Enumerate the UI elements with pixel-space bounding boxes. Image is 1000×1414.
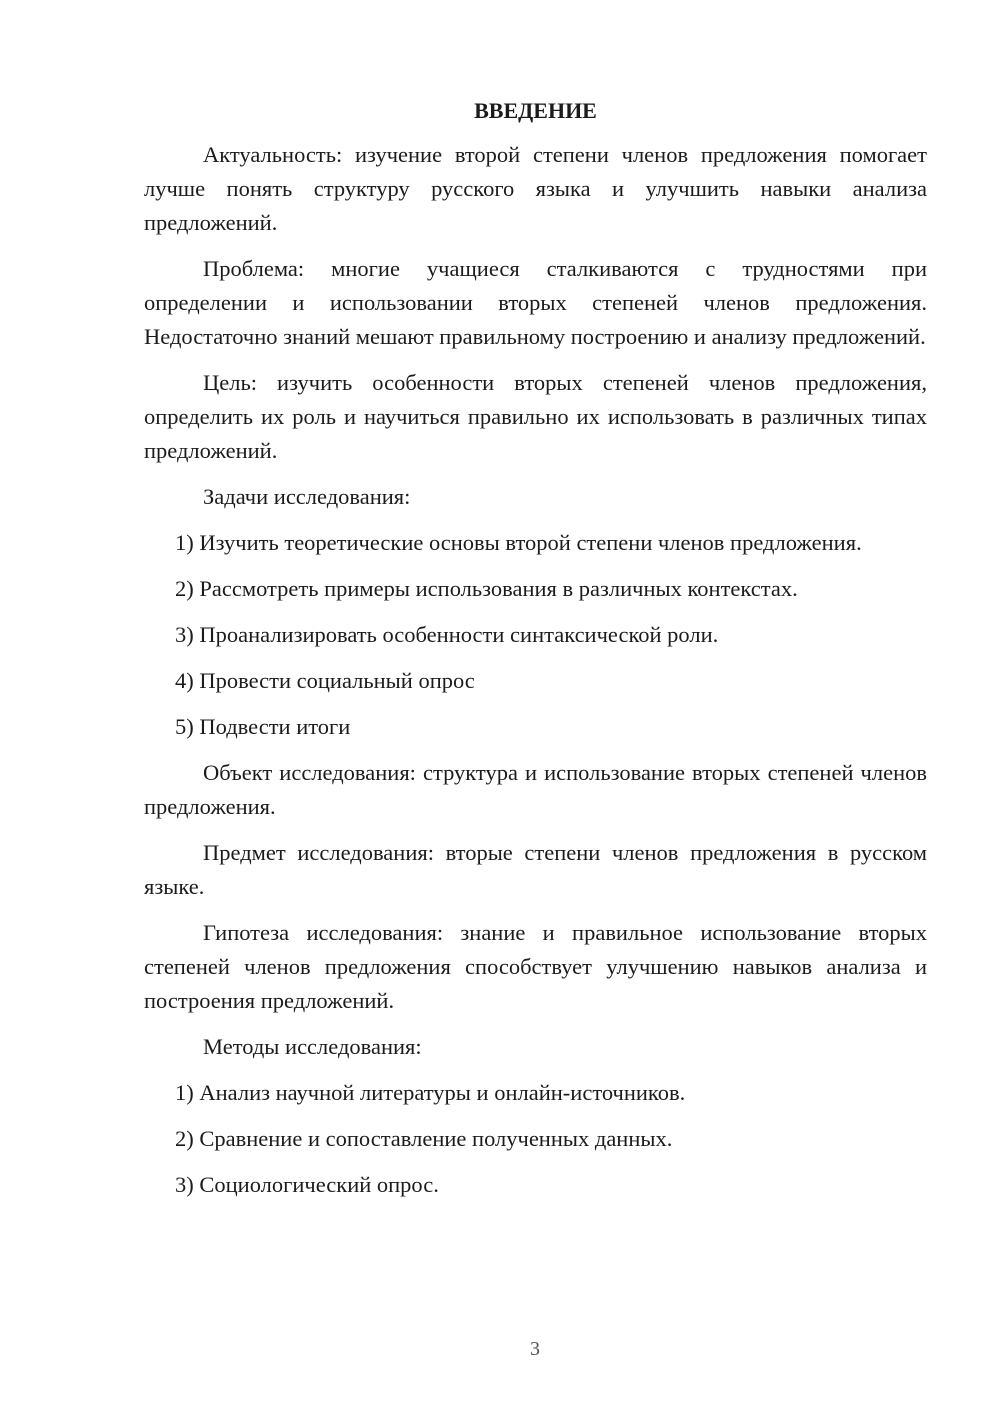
task-item-1: 1) Изучить теоретические основы второй степени членов предложения. (175, 530, 862, 555)
task-item-4: 4) Провести социальный опрос (175, 668, 475, 693)
tasks-heading: Задачи исследования: (203, 484, 411, 509)
paragraph-problem: Проблема: многие учащиеся сталкиваются с трудностями при определении и использовании вторых степеней членов предложения. Недостаточно знаний мешают правильному построению и анализу предложений. (144, 256, 927, 349)
methods-heading: Методы исследования: (203, 1034, 422, 1059)
method-item-1: 1) Анализ научной литературы и онлайн-источников. (175, 1080, 686, 1105)
method-item-2: 2) Сравнение и сопоставление полученных данных. (175, 1126, 673, 1151)
paragraph-relevance: Актуальность: изучение второй степени членов предложения помогает лучше понять структуру русского языка и улучшить навыки анализа предложений. (144, 142, 927, 235)
section-title: ВВЕДЕНИЕ (474, 98, 597, 123)
task-item-3: 3) Проанализировать особенности синтаксической роли. (175, 622, 719, 647)
paragraph-goal: Цель: изучить особенности вторых степеней членов предложения, определить их роль и научиться правильно их использовать в различных типах предложений. (144, 370, 927, 463)
page-number: 3 (530, 1338, 540, 1360)
paragraph-hypothesis: Гипотеза исследования: знание и правильное использование вторых степеней членов предложения способствует улучшению навыков анализа и построения предложений. (144, 920, 927, 1013)
method-item-3: 3) Социологический опрос. (175, 1172, 439, 1197)
paragraph-subject: Предмет исследования: вторые степени членов предложения в русском языке. (144, 840, 927, 899)
page-content (144, 94, 927, 1214)
paragraph-object: Объект исследования: структура и использование вторых степеней членов предложения. (144, 760, 927, 819)
task-item-5: 5) Подвести итоги (175, 714, 351, 739)
task-item-2: 2) Рассмотреть примеры использования в различных контекстах. (175, 576, 798, 601)
